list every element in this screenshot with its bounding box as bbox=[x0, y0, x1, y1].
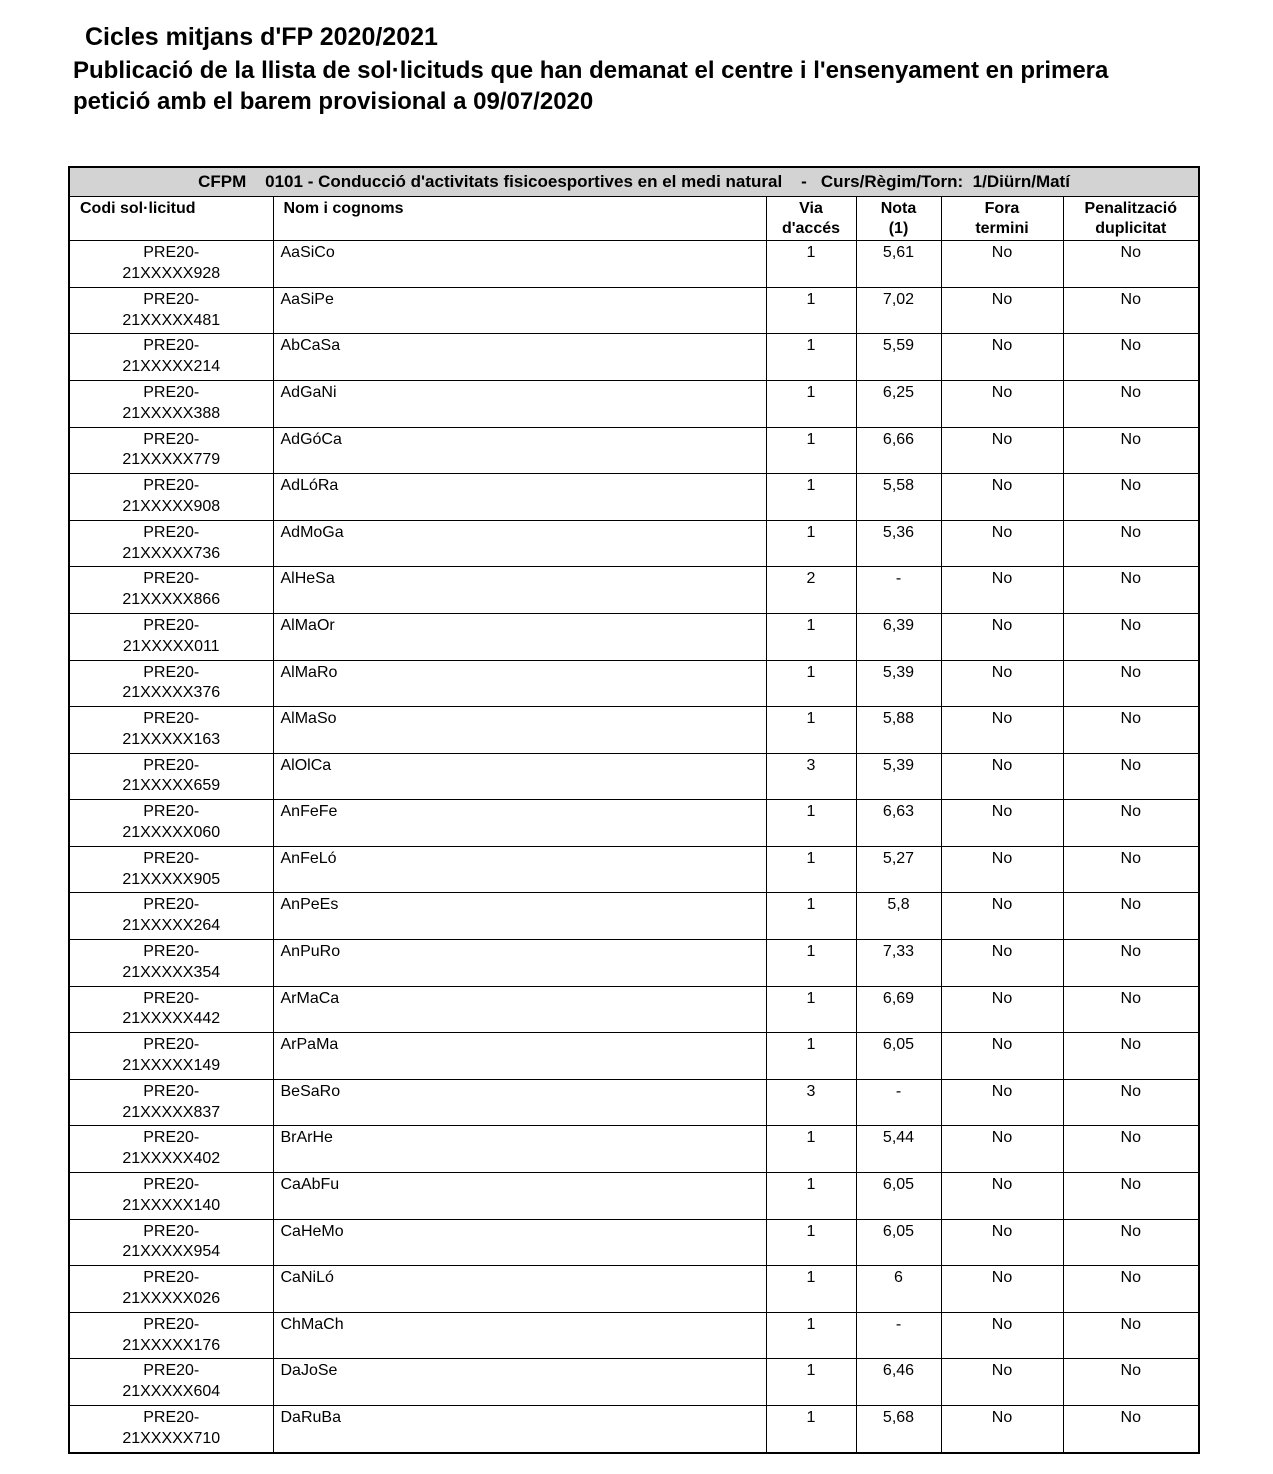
page-subtitle: Publicació de la llista de sol·licituds que han demanat el centre i l'ensenyament en primera petició amb el barem provisional a 09/07/2020 bbox=[73, 57, 1109, 116]
via-cell: 1 bbox=[766, 427, 856, 474]
codi-cell bbox=[69, 287, 273, 334]
col-header-codi bbox=[69, 197, 273, 241]
col-header-fora-line1: Fora bbox=[984, 200, 1020, 218]
codi-line1: PRE20- bbox=[143, 1036, 200, 1054]
table-row bbox=[69, 753, 1199, 800]
table-row bbox=[69, 567, 1199, 614]
nota-cell: 6,46 bbox=[856, 1359, 941, 1406]
fora-cell: No bbox=[941, 707, 1063, 754]
nota-cell: 5,61 bbox=[856, 241, 941, 288]
codi-line1: PRE20- bbox=[143, 756, 200, 774]
penalitzacio-cell: No bbox=[1063, 567, 1199, 614]
table-row bbox=[69, 287, 1199, 334]
via-cell: 1 bbox=[766, 1033, 856, 1080]
codi-line1: PRE20- bbox=[143, 1315, 200, 1333]
nota-cell: - bbox=[856, 1079, 941, 1126]
codi-cell bbox=[69, 846, 273, 893]
codi-line2: 21XXXXX866 bbox=[122, 591, 221, 609]
via-cell: 1 bbox=[766, 800, 856, 847]
via-cell: 1 bbox=[766, 707, 856, 754]
nom-cell: AlHeSa bbox=[273, 567, 766, 614]
nom-cell: AlMaSo bbox=[273, 707, 766, 754]
fora-cell: No bbox=[941, 1219, 1063, 1266]
codi-line1: PRE20- bbox=[143, 430, 200, 448]
fora-cell: No bbox=[941, 1126, 1063, 1173]
codi-cell bbox=[69, 380, 273, 427]
via-cell: 1 bbox=[766, 1219, 856, 1266]
table-row bbox=[69, 893, 1199, 940]
fora-cell: No bbox=[941, 1033, 1063, 1080]
via-cell: 2 bbox=[766, 567, 856, 614]
via-cell: 1 bbox=[766, 613, 856, 660]
codi-line1: PRE20- bbox=[143, 1269, 200, 1287]
table-row bbox=[69, 1406, 1199, 1453]
col-header-nota-line2: (1) bbox=[888, 219, 909, 237]
nom-cell: AnFeFe bbox=[273, 800, 766, 847]
nota-cell: 5,68 bbox=[856, 1406, 941, 1453]
fora-cell: No bbox=[941, 1266, 1063, 1313]
fora-cell: No bbox=[941, 1359, 1063, 1406]
fora-cell: No bbox=[941, 1312, 1063, 1359]
codi-line1: PRE20- bbox=[143, 570, 200, 588]
nota-cell: 7,33 bbox=[856, 940, 941, 987]
penalitzacio-cell: No bbox=[1063, 1406, 1199, 1453]
table-row bbox=[69, 1312, 1199, 1359]
codi-cell bbox=[69, 986, 273, 1033]
col-header-via-line2: d'accés bbox=[781, 219, 841, 237]
fora-cell: No bbox=[941, 846, 1063, 893]
via-cell: 1 bbox=[766, 660, 856, 707]
col-header-via-line1: Via bbox=[799, 200, 823, 218]
via-cell: 1 bbox=[766, 474, 856, 521]
penalitzacio-cell: No bbox=[1063, 893, 1199, 940]
codi-line2: 21XXXXX376 bbox=[122, 684, 221, 702]
penalitzacio-cell: No bbox=[1063, 707, 1199, 754]
col-header-penalitzacio bbox=[1063, 197, 1199, 241]
fora-cell: No bbox=[941, 986, 1063, 1033]
codi-line1: PRE20- bbox=[143, 244, 200, 262]
fora-cell: No bbox=[941, 287, 1063, 334]
nota-cell: - bbox=[856, 1312, 941, 1359]
codi-line2: 21XXXXX011 bbox=[122, 637, 220, 655]
codi-line1: PRE20- bbox=[143, 803, 200, 821]
codi-cell bbox=[69, 567, 273, 614]
penalitzacio-cell: No bbox=[1063, 241, 1199, 288]
codi-line1: PRE20- bbox=[143, 290, 200, 308]
via-cell: 1 bbox=[766, 380, 856, 427]
codi-cell bbox=[69, 1406, 273, 1453]
nota-cell: 5,58 bbox=[856, 474, 941, 521]
codi-line2: 21XXXXX604 bbox=[122, 1383, 221, 1401]
codi-line1: PRE20- bbox=[143, 1129, 200, 1147]
col-header-fora-line2: termini bbox=[975, 219, 1029, 237]
page-title: Cicles mitjans d'FP 2020/2021 bbox=[85, 23, 438, 51]
via-cell: 1 bbox=[766, 986, 856, 1033]
nom-cell: ArMaCa bbox=[273, 986, 766, 1033]
fora-cell: No bbox=[941, 800, 1063, 847]
nota-cell: 5,39 bbox=[856, 660, 941, 707]
codi-line1: PRE20- bbox=[143, 943, 200, 961]
codi-cell bbox=[69, 334, 273, 381]
nom-cell: AnPeEs bbox=[273, 893, 766, 940]
table-row bbox=[69, 474, 1199, 521]
table-row bbox=[69, 520, 1199, 567]
codi-line1: PRE20- bbox=[143, 1409, 200, 1426]
nota-cell: 6,63 bbox=[856, 800, 941, 847]
codi-cell bbox=[69, 474, 273, 521]
nom-cell: AaSiCo bbox=[273, 241, 766, 288]
codi-line2: 21XXXXX163 bbox=[122, 730, 221, 748]
table-band-row bbox=[69, 167, 1199, 197]
table-row bbox=[69, 660, 1199, 707]
via-cell: 1 bbox=[766, 287, 856, 334]
codi-line1: PRE20- bbox=[143, 383, 200, 401]
table-row bbox=[69, 846, 1199, 893]
table-row bbox=[69, 940, 1199, 987]
codi-line2: 21XXXXX908 bbox=[122, 497, 221, 515]
table-body bbox=[69, 241, 1199, 1453]
codi-cell bbox=[69, 1219, 273, 1266]
table-row bbox=[69, 380, 1199, 427]
fora-cell: No bbox=[941, 567, 1063, 614]
nom-cell: AlOlCa bbox=[273, 753, 766, 800]
fora-cell: No bbox=[941, 1173, 1063, 1220]
codi-cell bbox=[69, 427, 273, 474]
nom-cell: CaAbFu bbox=[273, 1173, 766, 1220]
table-row bbox=[69, 1173, 1199, 1220]
col-header-penalitzacio-line1: Penalització bbox=[1084, 200, 1178, 218]
nota-cell: 6,05 bbox=[856, 1219, 941, 1266]
penalitzacio-cell: No bbox=[1063, 1173, 1199, 1220]
codi-line2: 21XXXXX026 bbox=[122, 1290, 221, 1308]
codi-cell bbox=[69, 940, 273, 987]
codi-cell bbox=[69, 1033, 273, 1080]
fora-cell: No bbox=[941, 380, 1063, 427]
col-header-nom-line1: Nom i cognoms bbox=[283, 200, 404, 218]
nota-cell: 5,27 bbox=[856, 846, 941, 893]
nom-cell: DaJoSe bbox=[273, 1359, 766, 1406]
via-cell: 1 bbox=[766, 334, 856, 381]
codi-cell bbox=[69, 707, 273, 754]
nom-cell: AdMoGa bbox=[273, 520, 766, 567]
via-cell: 1 bbox=[766, 1266, 856, 1313]
nom-cell: CaNiLó bbox=[273, 1266, 766, 1313]
penalitzacio-cell: No bbox=[1063, 753, 1199, 800]
nom-cell: AaSiPe bbox=[273, 287, 766, 334]
nom-cell: DaRuBa bbox=[273, 1406, 766, 1453]
table-row bbox=[69, 986, 1199, 1033]
codi-cell bbox=[69, 1126, 273, 1173]
codi-cell bbox=[69, 1312, 273, 1359]
penalitzacio-cell: No bbox=[1063, 1079, 1199, 1126]
fora-cell: No bbox=[941, 334, 1063, 381]
document-header bbox=[0, 0, 1273, 118]
fora-cell: No bbox=[941, 893, 1063, 940]
codi-line2: 21XXXXX954 bbox=[122, 1243, 221, 1261]
codi-cell bbox=[69, 1359, 273, 1406]
col-header-via bbox=[766, 197, 856, 241]
col-header-penalitzacio-line2: duplicitat bbox=[1095, 219, 1167, 237]
nota-cell: 6,05 bbox=[856, 1033, 941, 1080]
codi-cell bbox=[69, 800, 273, 847]
codi-line1: PRE20- bbox=[143, 663, 200, 681]
codi-line2: 21XXXXX779 bbox=[122, 451, 221, 469]
table-row bbox=[69, 241, 1199, 288]
codi-line2: 21XXXXX837 bbox=[122, 1103, 221, 1121]
codi-line2: 21XXXXX402 bbox=[122, 1150, 221, 1168]
fora-cell: No bbox=[941, 1406, 1063, 1453]
table-row bbox=[69, 800, 1199, 847]
penalitzacio-cell: No bbox=[1063, 846, 1199, 893]
penalitzacio-cell: No bbox=[1063, 1312, 1199, 1359]
codi-line1: PRE20- bbox=[143, 616, 200, 634]
codi-cell bbox=[69, 1266, 273, 1313]
codi-line2: 21XXXXX388 bbox=[122, 404, 221, 422]
codi-cell bbox=[69, 520, 273, 567]
nota-cell: 6,25 bbox=[856, 380, 941, 427]
nota-cell: 6,66 bbox=[856, 427, 941, 474]
table-row bbox=[69, 427, 1199, 474]
nom-cell: AnFeLó bbox=[273, 846, 766, 893]
nom-cell: BeSaRo bbox=[273, 1079, 766, 1126]
fora-cell: No bbox=[941, 940, 1063, 987]
nom-cell: CaHeMo bbox=[273, 1219, 766, 1266]
nom-cell: AlMaOr bbox=[273, 613, 766, 660]
nom-cell: ArPaMa bbox=[273, 1033, 766, 1080]
nota-cell: 5,36 bbox=[856, 520, 941, 567]
codi-line1: PRE20- bbox=[143, 989, 200, 1007]
nom-cell: BrArHe bbox=[273, 1126, 766, 1173]
nota-cell: 5,88 bbox=[856, 707, 941, 754]
nota-cell: 5,59 bbox=[856, 334, 941, 381]
codi-line1: PRE20- bbox=[143, 896, 200, 914]
codi-cell bbox=[69, 1173, 273, 1220]
codi-line1: PRE20- bbox=[143, 710, 200, 728]
via-cell: 1 bbox=[766, 846, 856, 893]
nom-cell: AdLóRa bbox=[273, 474, 766, 521]
table-row bbox=[69, 1033, 1199, 1080]
penalitzacio-cell: No bbox=[1063, 660, 1199, 707]
codi-line1: PRE20- bbox=[143, 477, 200, 495]
codi-line2: 21XXXXX149 bbox=[122, 1057, 221, 1075]
table-row bbox=[69, 707, 1199, 754]
table-row bbox=[69, 1359, 1199, 1406]
codi-line2: 21XXXXX060 bbox=[122, 824, 221, 842]
codi-line2: 21XXXXX442 bbox=[122, 1010, 221, 1028]
codi-cell bbox=[69, 660, 273, 707]
codi-line1: PRE20- bbox=[143, 1362, 200, 1380]
nom-cell: ChMaCh bbox=[273, 1312, 766, 1359]
codi-line2: 21XXXXX214 bbox=[122, 358, 221, 376]
codi-line2: 21XXXXX481 bbox=[122, 311, 221, 329]
via-cell: 1 bbox=[766, 1359, 856, 1406]
table-row bbox=[69, 1079, 1199, 1126]
table-row bbox=[69, 613, 1199, 660]
via-cell: 1 bbox=[766, 1312, 856, 1359]
fora-cell: No bbox=[941, 241, 1063, 288]
fora-cell: No bbox=[941, 427, 1063, 474]
col-header-codi-line1: Codi sol·licitud bbox=[80, 200, 196, 218]
codi-line1: PRE20- bbox=[143, 1222, 200, 1240]
codi-cell bbox=[69, 241, 273, 288]
codi-line2: 21XXXXX264 bbox=[122, 917, 221, 935]
codi-line2: 21XXXXX176 bbox=[122, 1336, 221, 1354]
via-cell: 1 bbox=[766, 1126, 856, 1173]
nota-cell: 6,05 bbox=[856, 1173, 941, 1220]
codi-line2: 21XXXXX140 bbox=[122, 1196, 221, 1214]
col-header-nota-line1: Nota bbox=[880, 200, 917, 218]
via-cell: 3 bbox=[766, 1079, 856, 1126]
via-cell: 1 bbox=[766, 520, 856, 567]
nota-cell: 6 bbox=[856, 1266, 941, 1313]
applications-table bbox=[68, 166, 1200, 1454]
nota-cell: 5,39 bbox=[856, 753, 941, 800]
table-band-title: CFPM 0101 - Conducció d'activitats fisicoesportives en el medi natural - Curs/Règim/Torn: 1/Diürn/Matí bbox=[69, 167, 1199, 197]
via-cell: 1 bbox=[766, 241, 856, 288]
table-row bbox=[69, 1126, 1199, 1173]
codi-line2: 21XXXXX354 bbox=[122, 963, 221, 981]
nom-cell: AnPuRo bbox=[273, 940, 766, 987]
nom-cell: AlMaRo bbox=[273, 660, 766, 707]
nota-cell: - bbox=[856, 567, 941, 614]
fora-cell: No bbox=[941, 1079, 1063, 1126]
codi-line2: 21XXXXX928 bbox=[122, 264, 221, 282]
table-row bbox=[69, 334, 1199, 381]
nom-cell: AbCaSa bbox=[273, 334, 766, 381]
fora-cell: No bbox=[941, 660, 1063, 707]
nota-cell: 6,39 bbox=[856, 613, 941, 660]
col-header-fora bbox=[941, 197, 1063, 241]
via-cell: 1 bbox=[766, 1406, 856, 1453]
table-row bbox=[69, 1266, 1199, 1313]
codi-cell bbox=[69, 893, 273, 940]
nota-cell: 5,8 bbox=[856, 893, 941, 940]
codi-cell bbox=[69, 613, 273, 660]
fora-cell: No bbox=[941, 753, 1063, 800]
nom-cell: AdGaNi bbox=[273, 380, 766, 427]
codi-cell bbox=[69, 1079, 273, 1126]
table-row bbox=[69, 1219, 1199, 1266]
via-cell: 3 bbox=[766, 753, 856, 800]
codi-line1: PRE20- bbox=[143, 849, 200, 867]
codi-line1: PRE20- bbox=[143, 523, 200, 541]
nota-cell: 5,44 bbox=[856, 1126, 941, 1173]
nota-cell: 6,69 bbox=[856, 986, 941, 1033]
penalitzacio-cell: No bbox=[1063, 1126, 1199, 1173]
penalitzacio-cell: No bbox=[1063, 1033, 1199, 1080]
codi-line2: 21XXXXX710 bbox=[122, 1429, 221, 1447]
penalitzacio-cell: No bbox=[1063, 1359, 1199, 1406]
penalitzacio-cell: No bbox=[1063, 380, 1199, 427]
penalitzacio-cell: No bbox=[1063, 986, 1199, 1033]
via-cell: 1 bbox=[766, 940, 856, 987]
penalitzacio-cell: No bbox=[1063, 520, 1199, 567]
codi-line1: PRE20- bbox=[143, 1176, 200, 1194]
col-header-nom bbox=[273, 197, 766, 241]
nota-cell: 7,02 bbox=[856, 287, 941, 334]
column-header-row bbox=[69, 197, 1199, 241]
penalitzacio-cell: No bbox=[1063, 474, 1199, 521]
penalitzacio-cell: No bbox=[1063, 1266, 1199, 1313]
fora-cell: No bbox=[941, 613, 1063, 660]
fora-cell: No bbox=[941, 474, 1063, 521]
nom-cell: AdGóCa bbox=[273, 427, 766, 474]
penalitzacio-cell: No bbox=[1063, 427, 1199, 474]
penalitzacio-cell: No bbox=[1063, 1219, 1199, 1266]
via-cell: 1 bbox=[766, 893, 856, 940]
penalitzacio-cell: No bbox=[1063, 940, 1199, 987]
penalitzacio-cell: No bbox=[1063, 800, 1199, 847]
fora-cell: No bbox=[941, 520, 1063, 567]
penalitzacio-cell: No bbox=[1063, 613, 1199, 660]
codi-line2: 21XXXXX736 bbox=[122, 544, 221, 562]
penalitzacio-cell: No bbox=[1063, 287, 1199, 334]
penalitzacio-cell: No bbox=[1063, 334, 1199, 381]
codi-cell bbox=[69, 753, 273, 800]
col-header-nota bbox=[856, 197, 941, 241]
codi-line1: PRE20- bbox=[143, 1082, 200, 1100]
codi-line2: 21XXXXX905 bbox=[122, 870, 221, 888]
codi-line2: 21XXXXX659 bbox=[122, 777, 221, 795]
via-cell: 1 bbox=[766, 1173, 856, 1220]
codi-line1: PRE20- bbox=[143, 337, 200, 355]
